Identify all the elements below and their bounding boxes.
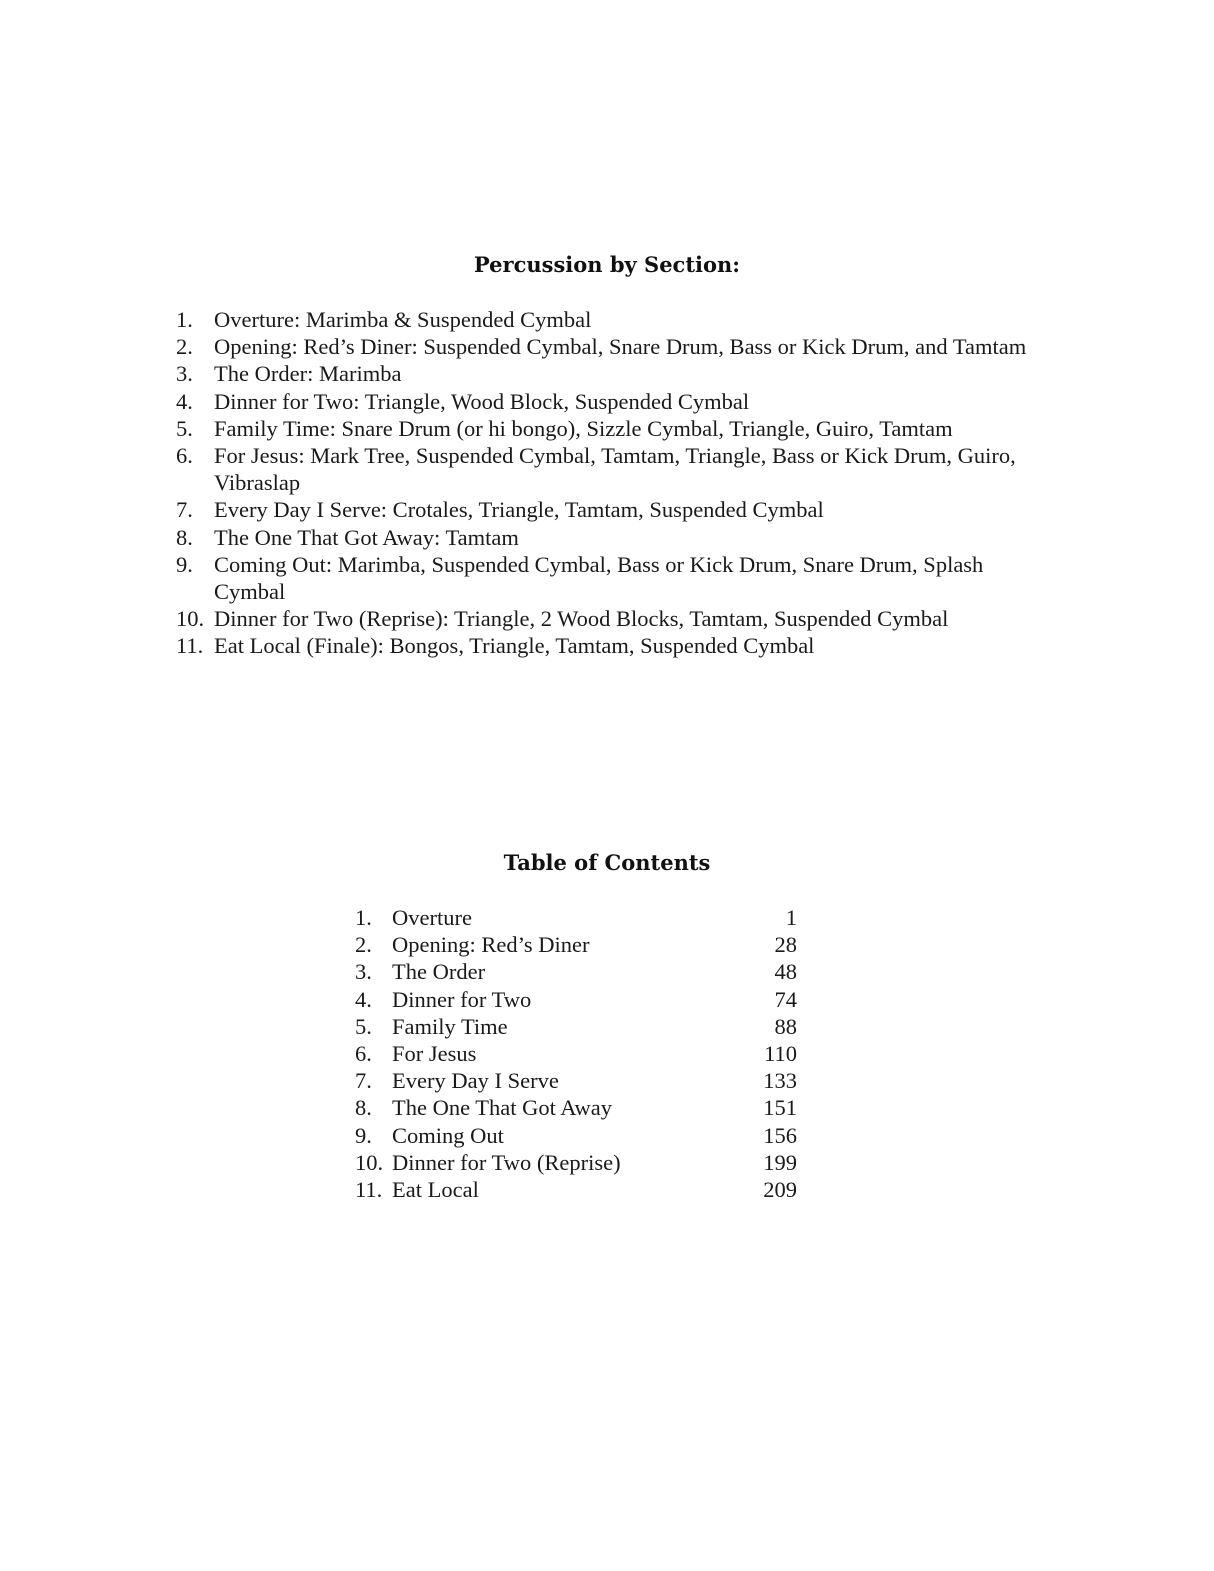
toc-number: 7. <box>355 1068 372 1094</box>
item-number: 5. <box>176 415 193 441</box>
percussion-item <box>176 496 1056 523</box>
toc-page-number: 110 <box>764 1040 797 1066</box>
item-text: Eat Local (Finale): Bongos, Triangle, Tamtam, Suspended Cymbal <box>214 633 815 659</box>
item-number: 8. <box>176 524 193 550</box>
percussion-item <box>176 360 1056 387</box>
toc-title: The Order <box>392 959 486 985</box>
percussion-item <box>176 551 1056 605</box>
toc-number: 3. <box>355 959 372 985</box>
percussion-heading: Percussion by Section: <box>473 252 741 277</box>
toc-title: Dinner for Two (Reprise) <box>392 1149 621 1175</box>
toc-row <box>355 1067 797 1094</box>
toc-title: Every Day I Serve <box>392 1068 559 1094</box>
item-number: 11. <box>176 633 204 659</box>
percussion-item <box>176 388 1056 415</box>
item-text: Every Day I Serve: Crotales, Triangle, Tamtam, Suspended Cymbal <box>214 497 824 523</box>
item-text: Family Time: Snare Drum (or hi bongo), Sizzle Cymbal, Triangle, Guiro, Tamtam <box>214 415 953 441</box>
toc-number: 5. <box>355 1013 372 1039</box>
toc-number: 6. <box>355 1040 372 1066</box>
toc-title: Overture <box>392 905 472 930</box>
item-number: 7. <box>176 497 193 523</box>
percussion-item <box>176 333 1056 360</box>
toc-row <box>355 1149 797 1176</box>
item-number: 1. <box>176 307 193 332</box>
item-text: Overture: Marimba & Suspended Cymbal <box>214 307 592 332</box>
toc-page-number: 156 <box>763 1122 797 1148</box>
percussion-item <box>176 632 1056 659</box>
toc-page-number: 199 <box>763 1149 797 1175</box>
toc-page-number: 1 <box>785 905 797 930</box>
percussion-item <box>176 306 1056 333</box>
item-number: 2. <box>176 334 193 360</box>
item-number: 6. <box>176 443 193 469</box>
percussion-list <box>176 306 1056 660</box>
item-text: Opening: Red’s Diner: Suspended Cymbal, Snare Drum, Bass or Kick Drum, and Tamtam <box>214 334 1027 360</box>
toc-page-number: 151 <box>763 1095 797 1121</box>
toc-title: The One That Got Away <box>392 1095 612 1121</box>
toc-page-number: 74 <box>774 986 797 1012</box>
percussion-item <box>176 442 1056 496</box>
toc-row <box>355 986 797 1013</box>
toc-row <box>355 1122 797 1149</box>
item-text: Coming Out: Marimba, Suspended Cymbal, Bass or Kick Drum, Snare Drum, Splash Cymbal <box>214 551 984 605</box>
toc-heading: Table of Contents <box>503 850 711 875</box>
toc-page-number: 88 <box>774 1013 797 1039</box>
toc-title: Eat Local <box>392 1176 479 1202</box>
item-number: 4. <box>176 388 193 414</box>
toc-row <box>355 1094 797 1121</box>
toc-title: For Jesus <box>392 1040 477 1066</box>
toc-title: Coming Out <box>392 1122 504 1148</box>
toc-number: 1. <box>355 905 372 930</box>
toc-title: Dinner for Two <box>392 986 532 1012</box>
item-number: 10. <box>176 606 205 632</box>
toc-row <box>355 1176 797 1203</box>
toc-row <box>355 931 797 958</box>
item-number: 3. <box>176 361 193 387</box>
toc-page-number: 28 <box>774 932 797 958</box>
toc-number: 9. <box>355 1122 372 1148</box>
item-number: 9. <box>176 551 193 577</box>
toc-row <box>355 904 797 931</box>
toc-row <box>355 1013 797 1040</box>
percussion-item <box>176 415 1056 442</box>
toc-title: Opening: Red’s Diner <box>392 932 590 958</box>
percussion-item <box>176 524 1056 551</box>
toc-number: 10. <box>355 1149 384 1175</box>
percussion-item <box>176 605 1056 632</box>
toc-number: 11. <box>355 1176 383 1202</box>
toc-number: 4. <box>355 986 372 1012</box>
toc-title: Family Time <box>392 1013 508 1039</box>
toc-page-number: 209 <box>763 1176 797 1202</box>
toc-number: 8. <box>355 1095 372 1121</box>
item-text: The Order: Marimba <box>214 361 402 387</box>
toc-number: 2. <box>355 932 372 958</box>
toc-page-number: 133 <box>763 1068 797 1094</box>
toc-row <box>355 1040 797 1067</box>
item-text: For Jesus: Mark Tree, Suspended Cymbal, Tamtam, Triangle, Bass or Kick Drum, Guiro, Vibraslap <box>214 443 1016 496</box>
toc-page-number: 48 <box>774 959 797 985</box>
item-text: The One That Got Away: Tamtam <box>214 524 519 550</box>
toc-list <box>355 904 797 1203</box>
item-text: Dinner for Two (Reprise): Triangle, 2 Wood Blocks, Tamtam, Suspended Cymbal <box>214 606 949 632</box>
item-text: Dinner for Two: Triangle, Wood Block, Suspended Cymbal <box>214 388 750 414</box>
toc-row <box>355 958 797 985</box>
